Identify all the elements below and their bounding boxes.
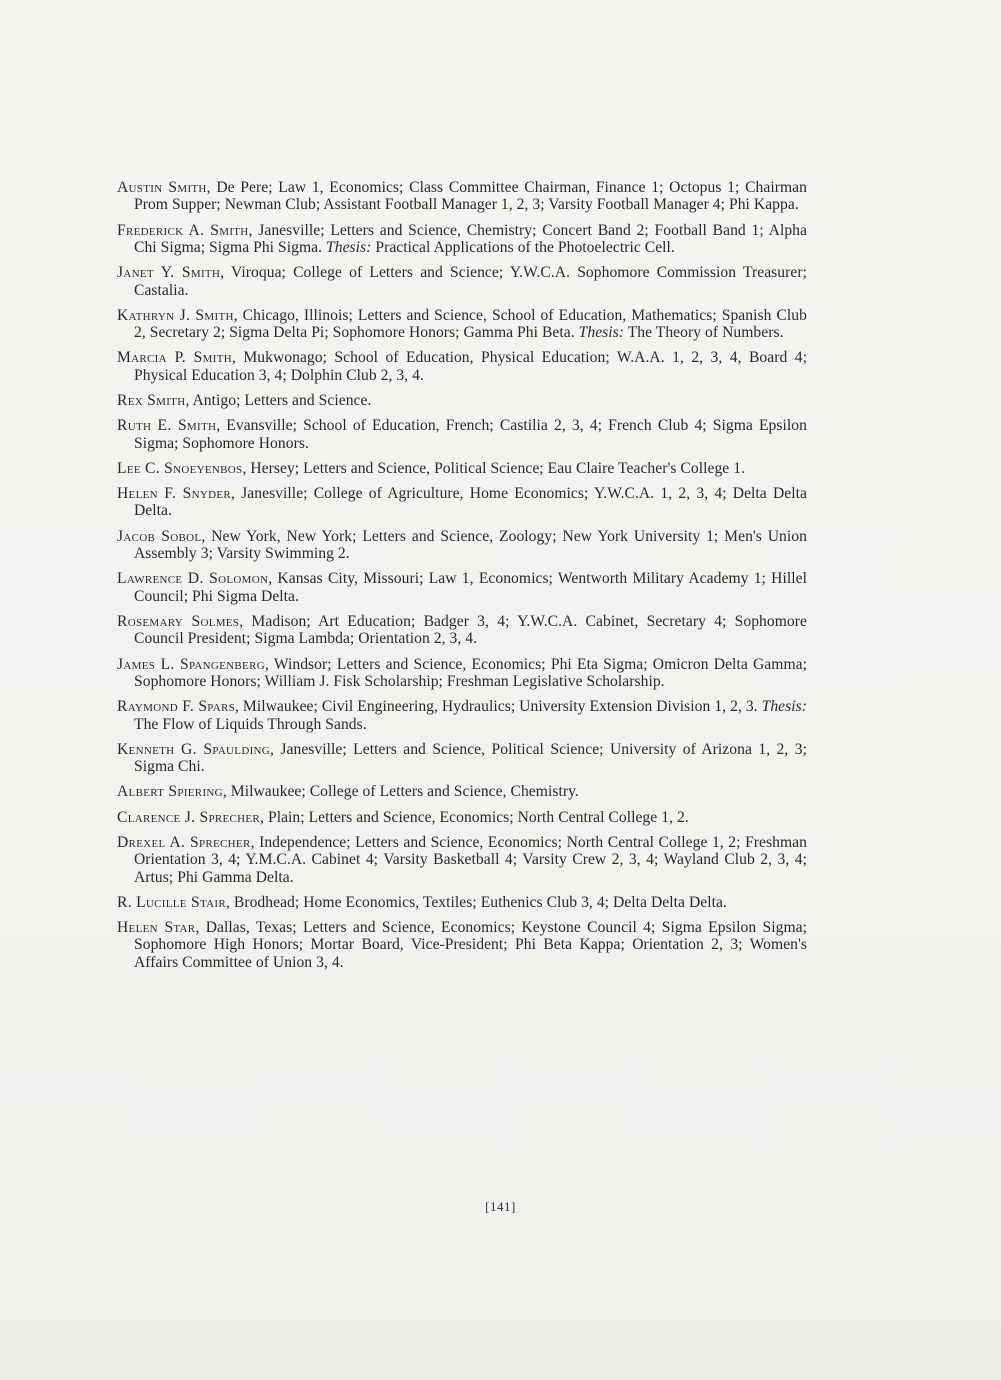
list-item xyxy=(117,570,807,605)
list-item xyxy=(117,741,807,776)
entry-name: R. Lucille Stair xyxy=(117,893,226,911)
list-item xyxy=(117,698,807,733)
entry-text: , Hersey; Letters and Science, Political Science; Eau Claire Teacher's College 1. xyxy=(242,459,746,477)
thesis-label: Thesis: xyxy=(578,324,625,342)
list-item xyxy=(117,222,807,257)
page-number: [141] xyxy=(485,1199,516,1214)
entry-name: Janet Y. Smith xyxy=(117,264,221,282)
list-item xyxy=(117,460,807,477)
list-item xyxy=(117,392,807,409)
entry-text: , Chicago, Illinois; Letters and Science, School of Education, Mathematics; Spanish Club 2, Secretary 2; Sigma Delta Pi; Sophomore Honors; Gamma Phi Beta. xyxy=(134,306,807,342)
entry-text: , Janesville; Letters and Science, Chemistry; Concert Band 2; Football Band 1; Alpha Chi Sigma; Sigma Phi Sigma. xyxy=(134,221,807,257)
entry-text: , Milwaukee; Civil Engineering, Hydraulics; University Extension Division 1, 2, 3. xyxy=(235,698,762,716)
entry-name: Rosemary Solmes xyxy=(117,612,240,630)
list-item xyxy=(117,894,807,911)
entry-name: Lawrence D. Solomon xyxy=(117,570,269,588)
list-item xyxy=(117,528,807,563)
entry-text: , Janesville; Letters and Science, Political Science; University of Arizona 1, 2, 3; Sigma Chi. xyxy=(134,740,807,776)
thesis-text: Practical Applications of the Photoelectric Cell. xyxy=(371,239,675,257)
thesis-text: The Theory of Numbers. xyxy=(624,324,784,342)
entry-name: Raymond F. Spars xyxy=(117,698,236,716)
thesis-label: Thesis: xyxy=(761,698,807,716)
list-item xyxy=(117,656,807,691)
entry-text: , Independence; Letters and Science, Economics; North Central College 1, 2; Freshman Orientation 3, 4; Y.M.C.A. Cabinet 4; Varsity Basketball 4; Varsity Crew 2, 3, 4; Wayland Club 2, 3, 4; Artus; Phi Gamma Delta. xyxy=(134,833,807,886)
entry-text: , Plain; Letters and Science, Economics; North Central College 1, 2. xyxy=(260,808,689,826)
entry-text: , Mukwonago; School of Education, Physical Education; W.A.A. 1, 2, 3, 4, Board 4; Physical Education 3, 4; Dolphin Club 2, 3, 4. xyxy=(134,349,807,384)
list-item xyxy=(117,264,807,299)
entry-name: Lee C. Snoeyenbos xyxy=(117,459,243,477)
entry-name: Ruth E. Smith xyxy=(117,417,217,435)
entry-name: Kenneth G. Spaulding xyxy=(117,740,271,758)
list-item xyxy=(117,417,807,452)
entry-name: Clarence J. Sprecher xyxy=(117,808,261,826)
entry-text: , New York, New York; Letters and Science, Zoology; New York University 1; Men's Union Assembly 3; Varsity Swimming 2. xyxy=(134,527,807,563)
entry-name: Helen F. Snyder xyxy=(117,485,232,503)
entries-list xyxy=(117,179,807,979)
entry-text: , Dallas, Texas; Letters and Science, Economics; Keystone Council 4; Sigma Epsilon Sigma; Sophomore High Honors; Mortar Board, Vice-President; Phi Beta Kappa; Orientation 2, 3; Women's Affairs Committee of Union 3, 4. xyxy=(134,918,807,971)
list-item xyxy=(117,783,807,800)
entry-text: , Kansas City, Missouri; Law 1, Economics; Wentworth Military Academy 1; Hillel Council; Phi Sigma Delta. xyxy=(134,570,807,605)
entry-name: Kathryn J. Smith xyxy=(117,306,234,324)
entry-text: , De Pere; Law 1, Economics; Class Committee Chairman, Finance 1; Octopus 1; Chairman Prom Supper; Newman Club; Assistant Football Manager 1, 2, 3; Varsity Football Manager 4; Phi Kappa. xyxy=(134,179,807,214)
entry-text: , Milwaukee; College of Letters and Science, Chemistry. xyxy=(222,783,579,801)
entry-text: , Madison; Art Education; Badger 3, 4; Y.W.C.A. Cabinet, Secretary 4; Sophomore Council President; Sigma Lambda; Orientation 2, 3, 4. xyxy=(134,612,807,648)
thesis-text: The Flow of Liquids Through Sands. xyxy=(134,715,367,733)
entry-name: Marcia P. Smith xyxy=(117,349,232,367)
entry-text: , Janesville; College of Agriculture, Home Economics; Y.W.C.A. 1, 2, 3, 4; Delta Delta Delta. xyxy=(134,485,807,520)
list-item xyxy=(117,919,807,971)
entry-text: , Brodhead; Home Economics, Textiles; Euthenics Club 3, 4; Delta Delta Delta. xyxy=(225,893,727,911)
entry-name: Jacob Sobol xyxy=(117,527,202,545)
list-item xyxy=(117,179,807,214)
list-item xyxy=(117,349,807,384)
entry-name: Frederick A. Smith xyxy=(117,221,249,239)
entry-name: James L. Spangenberg xyxy=(117,655,265,673)
entry-name: Austin Smith xyxy=(117,179,207,196)
entry-text: , Windsor; Letters and Science, Economics; Phi Eta Sigma; Omicron Delta Gamma; Sophomore Honors; William J. Fisk Scholarship; Freshman Legislative Scholarship. xyxy=(134,655,807,690)
thesis-label: Thesis: xyxy=(326,239,372,257)
list-item xyxy=(117,834,807,886)
entry-name: Albert Spiering xyxy=(117,783,223,801)
list-item xyxy=(117,613,807,648)
entry-name: Drexel A. Sprecher xyxy=(117,833,251,851)
entry-text: , Antigo; Letters and Science. xyxy=(185,392,372,410)
entry-text: , Evansville; School of Education, French; Castilia 2, 3, 4; French Club 4; Sigma Epsilon Sigma; Sophomore Honors. xyxy=(134,417,807,452)
list-item xyxy=(117,307,807,342)
entry-name: Rex Smith xyxy=(117,392,186,410)
entry-text: , Viroqua; College of Letters and Science; Y.W.C.A. Sophomore Commission Treasurer; Castalia. xyxy=(134,264,807,299)
entry-name: Helen Star xyxy=(117,918,196,936)
list-item xyxy=(117,809,807,826)
list-item xyxy=(117,485,807,520)
